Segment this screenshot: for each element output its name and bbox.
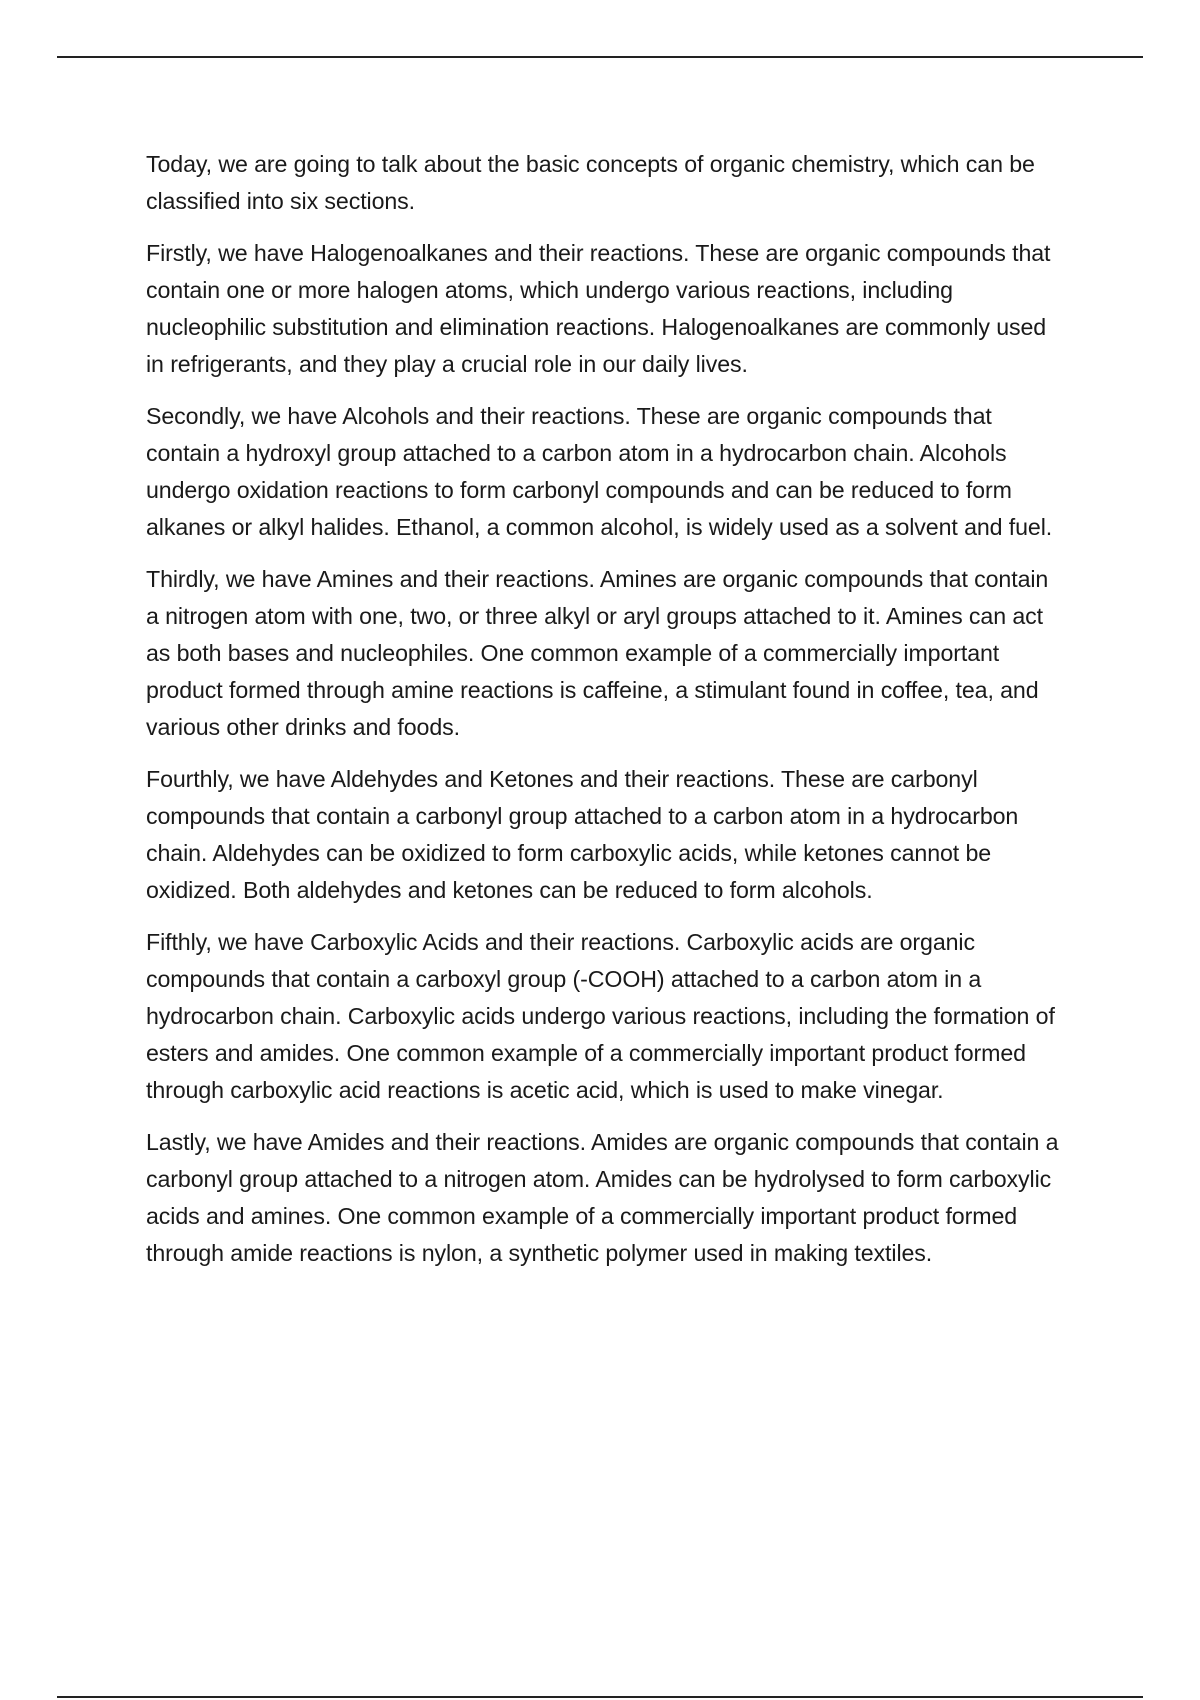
footer-rule (57, 1696, 1143, 1698)
paragraph-amides: Lastly, we have Amides and their reactions. Amides are organic compounds that contain a carbonyl group attached to a nitrogen atom. Amides can be hydrolysed to form carboxylic acids and amines. One common example of a commercially important product formed through amide reactions is nylon, a synthetic polymer used in making textiles. (146, 1129, 1059, 1266)
paragraph-intro: Today, we are going to talk about the basic concepts of organic chemistry, which can be classified into six sections. (146, 151, 1035, 214)
paragraph-halogenoalkanes: Firstly, we have Halogenoalkanes and their reactions. These are organic compounds that contain one or more halogen atoms, which undergo various reactions, including nucleophilic substitution and elimination reactions. Halogenoalkanes are commonly used in refrigerants, and they play a crucial role in our daily lives. (146, 240, 1051, 377)
header-rule (57, 56, 1143, 58)
document-body (146, 146, 1066, 1287)
paragraph-alcohols: Secondly, we have Alcohols and their reactions. These are organic compounds that contain a hydroxyl group attached to a carbon atom in a hydrocarbon chain. Alcohols undergo oxidation reactions to form carbonyl compounds and can be reduced to form alkanes or alkyl halides. Ethanol, a common alcohol, is widely used as a solvent and fuel. (146, 403, 1053, 540)
paragraph-amines: Thirdly, we have Amines and their reactions. Amines are organic compounds that contain a nitrogen atom with one, two, or three alkyl or aryl groups attached to it. Amines can act as both bases and nucleophiles. One common example of a commercially important product formed through amine reactions is caffeine, a stimulant found in coffee, tea, and various other drinks and foods. (146, 566, 1049, 740)
paragraph-carboxylic-acids: Fifthly, we have Carboxylic Acids and their reactions. Carboxylic acids are organic compounds that contain a carboxyl group (-COOH) attached to a carbon atom in a hydrocarbon chain. Carboxylic acids undergo various reactions, including the formation of esters and amides. One common example of a commercially important product formed through carboxylic acid reactions is acetic acid, which is used to make vinegar. (146, 929, 1055, 1103)
paragraph-aldehydes-ketones: Fourthly, we have Aldehydes and Ketones and their reactions. These are carbonyl compounds that contain a carbonyl group attached to a carbon atom in a hydrocarbon chain. Aldehydes can be oxidized to form carboxylic acids, while ketones cannot be oxidized. Both aldehydes and ketones can be reduced to form alcohols. (146, 766, 1019, 903)
